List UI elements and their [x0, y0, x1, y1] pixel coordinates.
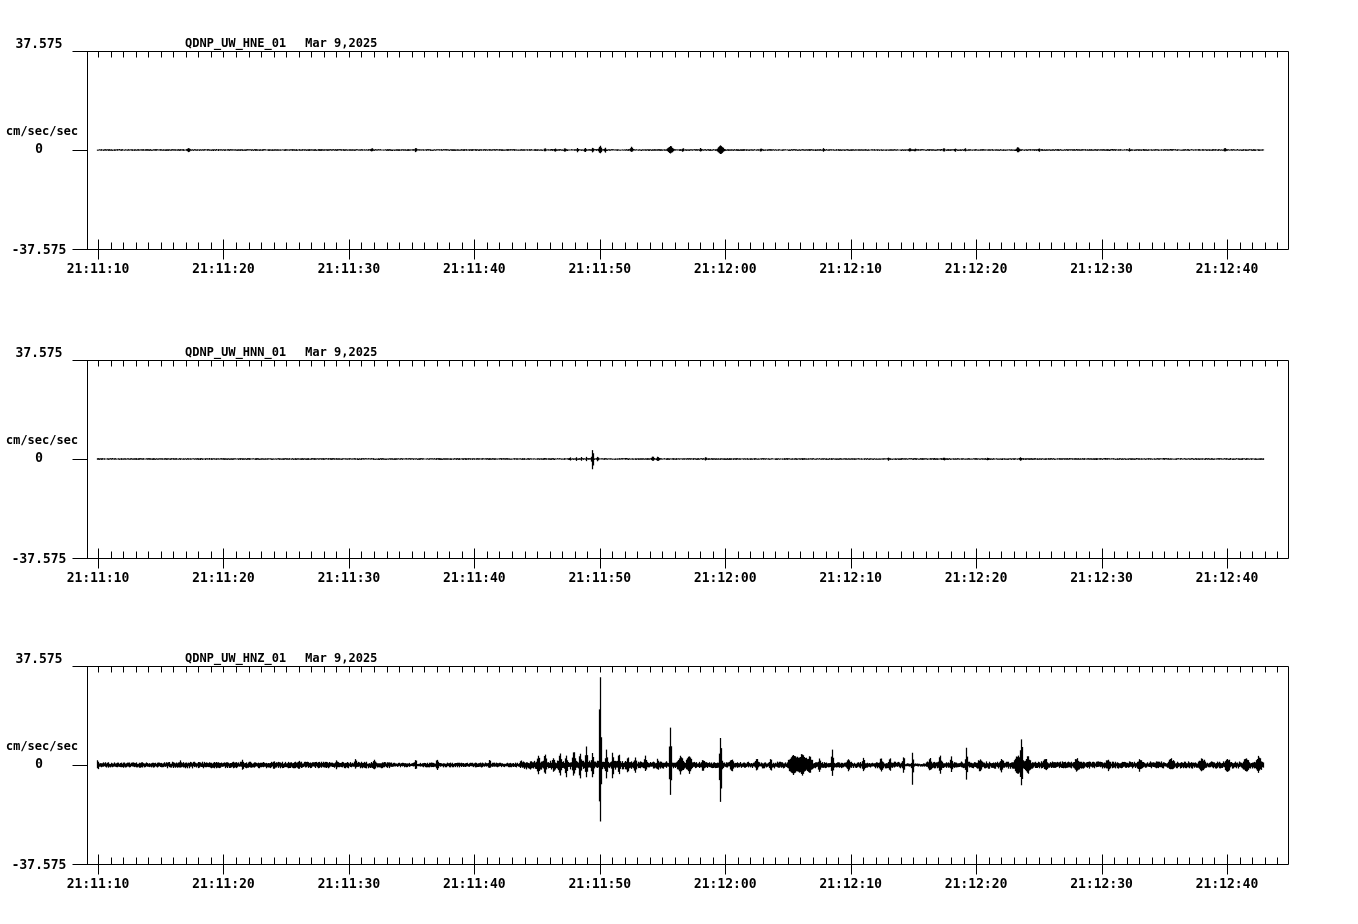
- date-label: Mar 9,2025: [305, 36, 378, 50]
- station-label: QDNP_UW_HNN_01: [185, 345, 287, 359]
- x-tick-label: 21:12:20: [944, 262, 1008, 277]
- station-label: QDNP_UW_HNE_01: [185, 36, 287, 50]
- waveform-panel-2: [73, 667, 1289, 875]
- x-tick-label: 21:11:50: [568, 877, 632, 892]
- x-tick-label: 21:11:50: [568, 571, 632, 586]
- x-tick-label: 21:11:40: [443, 877, 506, 892]
- y-zero-label: 0: [35, 142, 43, 157]
- y-min-label: -37.575: [11, 243, 67, 258]
- y-min-label: -37.575: [11, 552, 67, 567]
- x-tick-label: 21:11:10: [66, 262, 130, 277]
- x-tick-label: 21:12:20: [944, 877, 1008, 892]
- y-max-label: 37.575: [15, 346, 63, 361]
- waveform-panel-1: [73, 361, 1289, 569]
- waveform-panel-0: [73, 52, 1289, 260]
- x-tick-label: 21:11:30: [317, 571, 381, 586]
- x-tick-label: 21:11:50: [568, 262, 632, 277]
- y-max-label: 37.575: [15, 652, 63, 667]
- x-tick-label: 21:11:40: [443, 262, 506, 277]
- y-unit-label: cm/sec/sec: [5, 124, 79, 138]
- x-tick-label: 21:11:20: [192, 571, 255, 586]
- x-tick-label: 21:12:30: [1070, 262, 1133, 277]
- x-tick-label: 21:12:10: [819, 262, 882, 277]
- x-tick-label: 21:11:30: [317, 877, 381, 892]
- x-tick-label: 21:12:40: [1195, 262, 1259, 277]
- x-tick-label: 21:12:00: [693, 571, 757, 586]
- x-tick-label: 21:12:00: [693, 262, 757, 277]
- waveform-trace: [98, 677, 1264, 821]
- y-unit-label: cm/sec/sec: [5, 433, 79, 447]
- y-max-label: 37.575: [15, 37, 63, 52]
- y-min-label: -37.575: [11, 858, 67, 873]
- x-tick-label: 21:11:40: [443, 571, 506, 586]
- plot-axes: [73, 361, 1289, 569]
- x-tick-label: 21:12:30: [1070, 877, 1133, 892]
- x-tick-label: 21:11:10: [66, 571, 130, 586]
- x-tick-label: 21:12:00: [693, 877, 757, 892]
- x-tick-label: 21:11:10: [66, 877, 130, 892]
- waveform-trace: [98, 450, 1264, 469]
- date-label: Mar 9,2025: [305, 345, 378, 359]
- y-zero-label: 0: [35, 757, 43, 772]
- date-label: Mar 9,2025: [305, 651, 378, 665]
- x-tick-label: 21:11:20: [192, 877, 255, 892]
- x-tick-label: 21:12:10: [819, 571, 882, 586]
- y-unit-label: cm/sec/sec: [5, 739, 79, 753]
- waveform-trace: [98, 145, 1264, 154]
- y-zero-label: 0: [35, 451, 43, 466]
- x-tick-label: 21:11:20: [192, 262, 255, 277]
- station-label: QDNP_UW_HNZ_01: [185, 651, 287, 665]
- x-tick-label: 21:12:30: [1070, 571, 1133, 586]
- x-tick-label: 21:11:30: [317, 262, 381, 277]
- plot-axes: [73, 52, 1289, 260]
- x-tick-label: 21:12:40: [1195, 571, 1259, 586]
- x-tick-label: 21:12:20: [944, 571, 1008, 586]
- x-tick-label: 21:12:10: [819, 877, 882, 892]
- x-tick-label: 21:12:40: [1195, 877, 1259, 892]
